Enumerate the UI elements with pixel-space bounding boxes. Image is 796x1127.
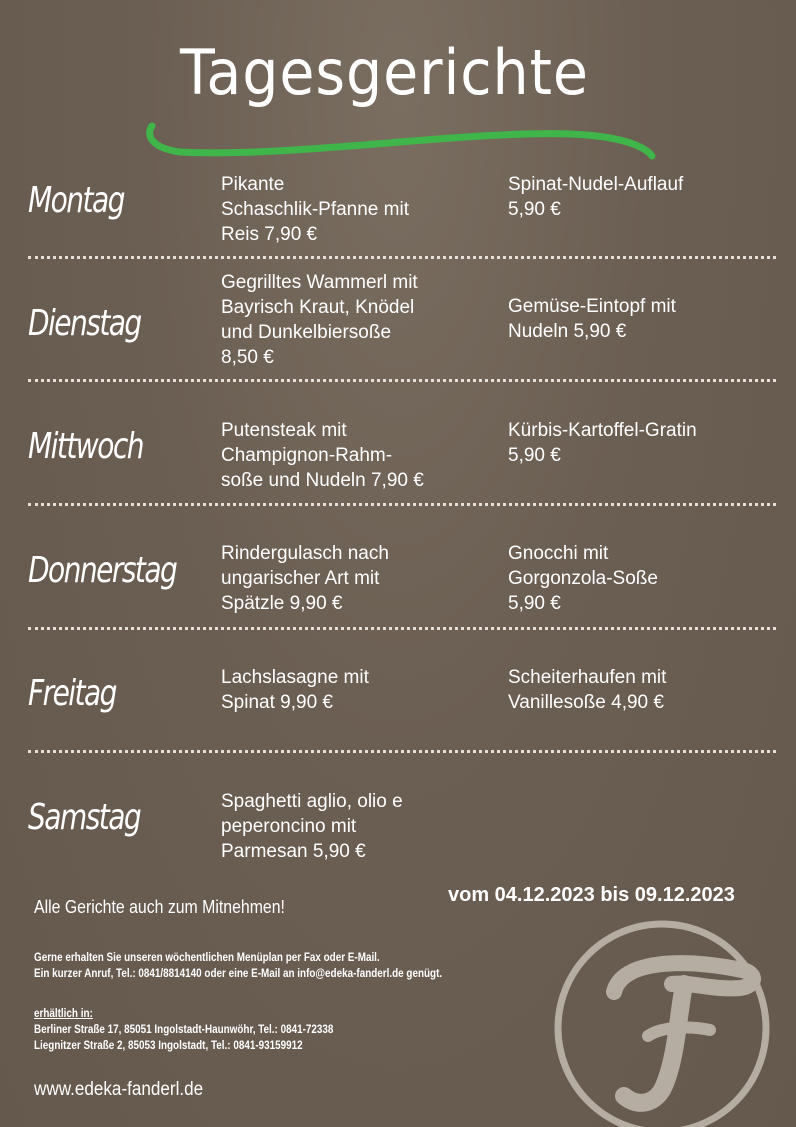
dish-main: Lachslasagne mit Spinat 9,90 €: [221, 667, 369, 713]
dish-veggie: Spinat-Nudel-Auflauf 5,90 €: [508, 174, 684, 220]
day-name: Montag: [28, 180, 124, 221]
store-address: Liegnitzer Straße 2, 85053 Ingolstadt, Tel.: 0841-93159912: [34, 1040, 303, 1052]
fanderl-logo-icon: [552, 918, 796, 1127]
dish-veggie: Kürbis-Kartoffel-Gratin 5,90 €: [508, 420, 697, 466]
info-line: Gerne erhalten Sie unseren wöchentlichen Menüplan per Fax oder E-Mail.: [34, 952, 380, 964]
page-title: Tagesgerichte: [180, 36, 589, 109]
dish-veggie: Gemüse-Eintopf mit Nudeln 5,90 €: [508, 296, 676, 342]
date-range: vom 04.12.2023 bis 09.12.2023: [448, 884, 735, 906]
dish-main: Rindergulasch nach ungarischer Art mit Spätzle 9,90 €: [221, 543, 389, 614]
day-name: Dienstag: [28, 303, 141, 344]
store-locations: [34, 1006, 516, 1054]
day-name: Freitag: [28, 673, 116, 714]
dish-main: Putensteak mit Champignon-Rahm- soße und Nudeln 7,90 €: [221, 420, 424, 491]
takeaway-note: Alle Gerichte auch zum Mitnehmen!: [34, 897, 285, 917]
contact-info: [34, 950, 584, 982]
day-name: Mittwoch: [28, 426, 143, 467]
dish-main: Spaghetti aglio, olio e peperoncino mit Parmesan 5,90 €: [221, 791, 403, 862]
day-name: Donnerstag: [28, 550, 177, 591]
email-link[interactable]: info@edeka-fanderl.de: [297, 968, 404, 980]
dish-veggie: Scheiterhaufen mit Vanillesoße 4,90 €: [508, 667, 667, 713]
available-label: erhältlich in:: [34, 1008, 93, 1020]
dotted-separator: [28, 256, 776, 259]
dish-main: Pikante Schaschlik-Pfanne mit Reis 7,90 €: [221, 174, 409, 245]
dotted-separator: [28, 627, 776, 630]
store-address: Berliner Straße 17, 85051 Ingolstadt-Haunwöhr, Tel.: 0841-72338: [34, 1024, 334, 1036]
info-line: Ein kurzer Anruf, Tel.: 0841/8814140 oder eine E-Mail an info@edeka-fanderl.de genügt.: [34, 968, 443, 980]
dotted-separator: [28, 503, 776, 506]
dotted-separator: [28, 379, 776, 382]
dish-main: Gegrilltes Wammerl mit Bayrisch Kraut, Knödel und Dunkelbiersoße 8,50 €: [221, 272, 418, 368]
website-link[interactable]: www.edeka-fanderl.de: [34, 1079, 204, 1100]
dotted-separator: [28, 750, 776, 753]
dish-veggie: Gnocchi mit Gorgonzola-Soße 5,90 €: [508, 543, 658, 614]
title-block: [140, 30, 680, 170]
day-name: Samstag: [28, 797, 141, 838]
logo-letter: F: [552, 918, 553, 919]
